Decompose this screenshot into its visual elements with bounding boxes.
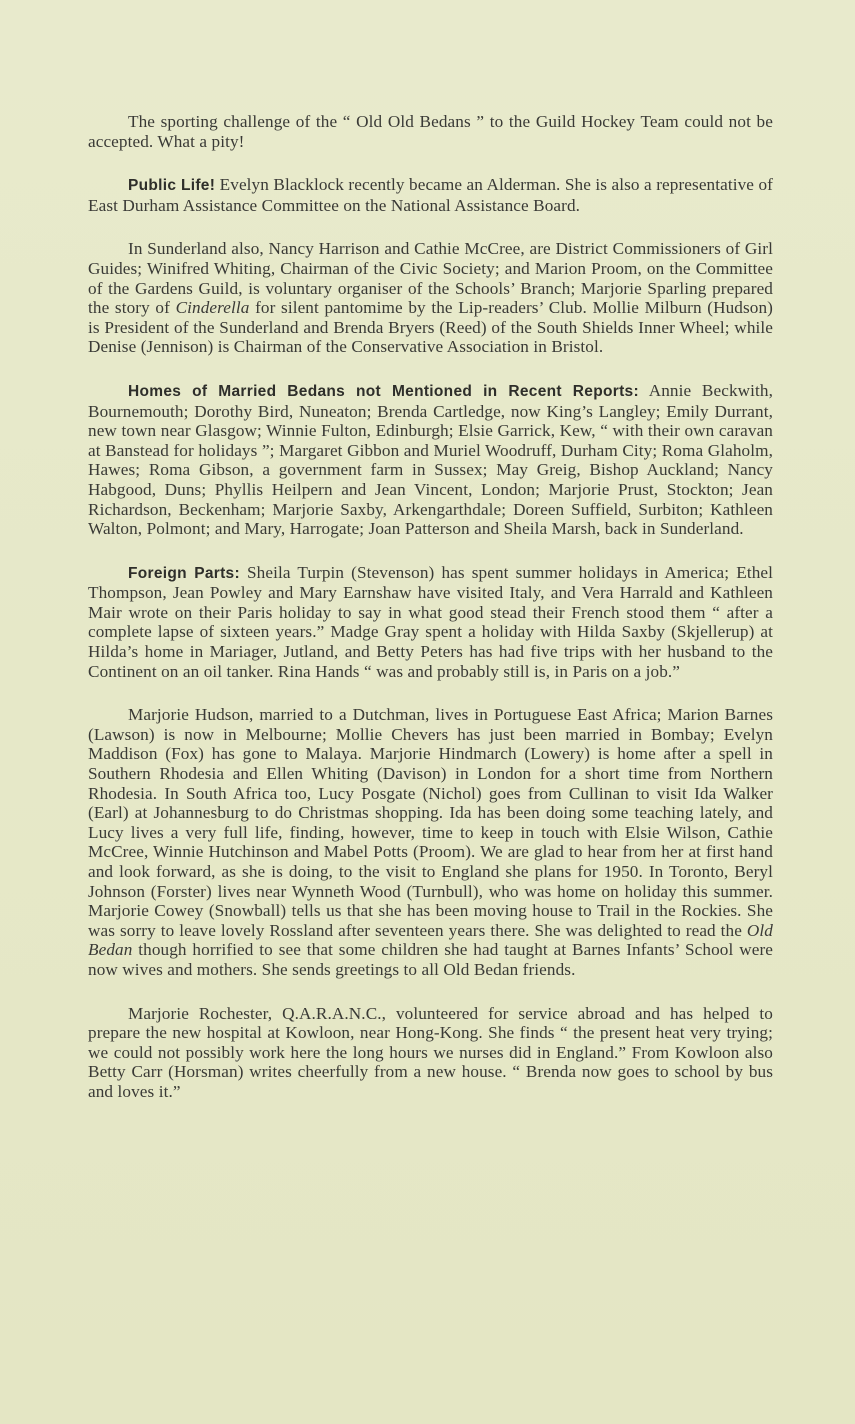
paragraph-foreign-parts [88,563,773,682]
italic-title-old-bedan: Old Bedan [88,920,773,960]
paragraph-text: Annie Beckwith, Bournemouth; Dorothy Bird, Nuneaton; Brenda Cartledge, now King’s Langley; Emily Durrant, new town near Glasgow; Winnie Fulton, Edinburgh; Elsie Garrick, Kew, “ with their own caravan at Banstead for holidays ”; Margaret Gibbon and Muriel Woodruff, Durham City; Roma Glaholm, Hawes; Roma Gibson, a government farm in Sussex; May Greig, Bishop Auckland; Nancy Habgood, Duns; Phyllis Heilpern and Jean Vincent, London; Marjorie Prust, Stockton; Jean Richardson, Beckenham; Marjorie Saxby, Arkengarthdale; Doreen Suffield, Surbiton; Kathleen Walton, Polmont; and Mary, Harrogate; Joan Patterson and Sheila Marsh, back in Sunderland. [88,380,773,539]
section-heading-public-life: Public Life! [128,177,216,195]
paragraph-text: Marjorie Hudson, married to a Dutchman, lives in Portuguese East Africa; Marion Barnes (Lawson) is now in Melbourne; Mollie Chevers has just been married in Bombay; Evelyn Maddison (Fox) has gone to Malaya. Marjorie Hindmarch (Lowery) is home after a spell in Southern Rhodesia and Ellen Whiting (Davison) in London for a short time from Northern Rhodesia. In South Africa too, Lucy Posgate (Nichol) goes from Cullinan to visit Ida Walker (Earl) at Johannesburg to do Christmas shopping. Ida has been doing some teaching lately, and Lucy lives a very full life, finding, however, time to keep in touch with Elsie Wilson, Cathie McCree, Winnie Hutchinson and Mabel Potts (Proom). We are glad to hear from her at first hand and look forward, as she is doing, to the visit to England she plans for 1950. In Toronto, Beryl Johnson (Forster) lives near Wynneth Wood (Turnbull), who was home on holiday this summer. Marjorie Cowey (Snowball) tells us that she has been moving house to Trail in the Rockies. She was sorry to leave lovely Rossland after seventeen years there. She was delighted to read the [88,705,773,940]
italic-title-cinderella: Cinderella [175,298,250,318]
paragraph-text: Evelyn Blacklock recently became an Alderman. She is also a representative of East Durham Assistance Committee on the National Assistance Board. [88,175,773,215]
paragraph-text: The sporting challenge of the “ Old Old Bedans ” to the Guild Hockey Team could not be accepted. What a pity! [88,112,773,151]
section-heading-foreign-parts: Foreign Parts: [128,564,240,582]
paragraph-text: In Sunderland also, Nancy Harrison and Cathie McCree, are District Commissioners of Girl Guides; Winifred Whiting, Chairman of the Civic Society; and Marion Proom, on the Committee of the Gardens Guild, is voluntary organiser of the Schools’ Branch; Marjorie Sparling prepared the story of [88,239,773,318]
paragraph-abroad [88,705,773,979]
paragraph-sunderland [88,239,773,357]
paragraph-kowloon [88,1004,773,1102]
paragraph-text-after: for silent pantomime by the Lip-readers’ Club. Mollie Milburn (Hudson) is President of the Sunderland and Brenda Bryers (Reed) of the South Shields Inner Wheel; while Denise (Jennison) is Chairman of the Conservative Association in Bristol. [88,298,774,357]
paragraph-public-life [88,175,773,215]
paragraph-homes [88,381,773,539]
section-heading-homes: Homes of Married Bedans not Mentioned in Recent Reports: [128,382,639,400]
paragraph-text: Marjorie Rochester, Q.A.R.A.N.C., volunteered for service abroad and has helped to prepare the new hospital at Kowloon, near Hong-Kong. She finds “ the present heat very trying; we could not possibly work here the long hours we nurses did in England.” From Kowloon also Betty Carr (Horsman) writes cheerfully from a new house. “ Brenda now goes to school by bus and loves it.” [88,1003,773,1101]
paragraph-text-after: though horrified to see that some children she had taught at Barnes Infants’ School were now wives and mothers. She sends greetings to all Old Bedan friends. [88,940,773,979]
paragraph-hockey-challenge [88,112,773,151]
paragraph-text: Sheila Turpin (Stevenson) has spent summer holidays in America; Ethel Thompson, Jean Powley and Mary Earnshaw have visited Italy, and Vera Harrald and Kathleen Mair wrote on their Paris holiday to say in what good stead their French stood them “ after a complete lapse of sixteen years.” Madge Gray spent a holiday with Hilda Saxby (Skjellerup) at Hilda’s home in Mariager, Jutland, and Betty Peters has had five trips with her husband to the Continent on an oil tanker. Rina Hands “ was and probably still is, in Paris on a job.” [88,562,773,681]
